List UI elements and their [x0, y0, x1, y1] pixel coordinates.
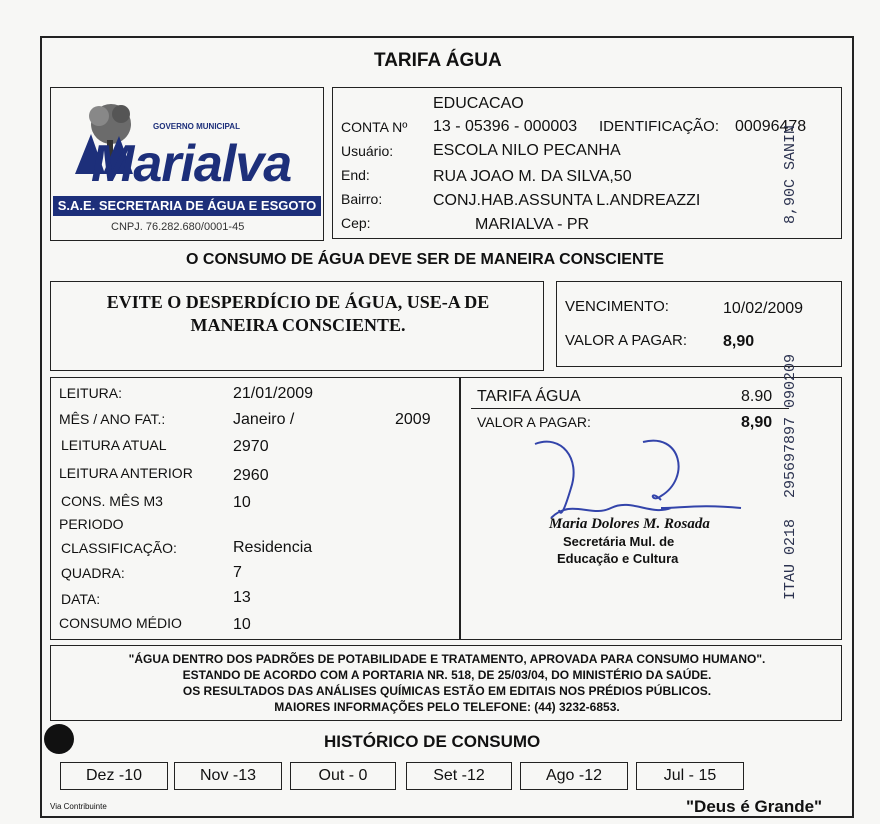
due-box	[556, 281, 842, 367]
advice-line-1: EVITE O DESPERDÍCIO DE ÁGUA, USE-A DE	[106, 292, 490, 312]
history-item: Out - 0	[290, 762, 396, 790]
bairro-value: CONJ.HAB.ASSUNTA L.ANDREAZZI	[433, 192, 701, 209]
quality-line-1: "ÁGUA DENTRO DOS PADRÕES DE POTABILIDADE E TRATAMENTO, APROVADA PARA CONSUMO HUMANO".	[128, 652, 766, 666]
motto: "Deus é Grande"	[686, 797, 823, 816]
advice-box	[50, 281, 544, 371]
end-value: RUA JOAO M. DA SILVA,50	[433, 168, 632, 185]
tarifa-value: 8.90	[741, 388, 773, 405]
conta-value: 13 - 05396 - 000003	[433, 118, 578, 135]
quadra-value: 7	[233, 564, 242, 581]
logo-band: S.A.E. SECRETARIA DE ÁGUA E ESGOTO	[53, 196, 321, 216]
account-category: EDUCACAO	[433, 95, 524, 112]
quadra-label: QUADRA:	[61, 565, 125, 581]
logo-box	[50, 87, 324, 241]
due-pagar-label: VALOR A PAGAR:	[565, 332, 687, 349]
due-pagar-value: 8,90	[723, 333, 755, 350]
cons-label: CONS. MÊS M3	[61, 493, 163, 509]
history-item: Dez -10	[60, 762, 168, 790]
medio-value: 10	[233, 616, 251, 633]
medio-label: CONSUMO MÉDIO	[59, 615, 182, 631]
quality-box	[50, 645, 842, 721]
logo-cnpj: CNPJ. 76.282.680/0001-45	[111, 221, 245, 233]
history-item: Nov -13	[174, 762, 282, 790]
cons-value: 10	[233, 494, 251, 511]
bill-title: TARIFA ÁGUA	[374, 50, 502, 71]
bairro-label: Bairro:	[341, 191, 383, 207]
anterior-value: 2960	[233, 467, 269, 484]
atual-label: LEITURA ATUAL	[61, 437, 167, 453]
consumption-notice: O CONSUMO DE ÁGUA DEVE SER DE MANEIRA CONSCIENTE	[186, 251, 664, 268]
charges-pagar-label: VALOR A PAGAR:	[477, 414, 591, 430]
anterior-label: LEITURA ANTERIOR	[59, 465, 193, 481]
bank-stamp-amount: 8,90C SANIN	[782, 124, 799, 224]
cep-value: MARIALVA - PR	[475, 216, 590, 233]
ident-value: 00096478	[735, 118, 807, 135]
bank-stamp-code: 295697897 090209	[782, 353, 799, 498]
signature-name: Maria Dolores M. Rosada	[549, 516, 710, 532]
data-value: 13	[233, 589, 251, 606]
leitura-value: 21/01/2009	[233, 385, 314, 402]
history-title: HISTÓRICO DE CONSUMO	[324, 732, 541, 751]
mes-label: MÊS / ANO FAT.:	[59, 411, 166, 427]
charges-pagar-value: 8,90	[741, 414, 773, 431]
data-label: DATA:	[61, 591, 101, 607]
atual-value: 2970	[233, 438, 269, 455]
reading-box	[50, 377, 460, 640]
quality-line-3: OS RESULTADOS DAS ANÁLISES QUÍMICAS ESTÃO EM EDITAIS NOS PRÉDIOS PÚBLICOS.	[182, 684, 712, 698]
advice-line-2: MANEIRA CONSCIENTE.	[190, 315, 406, 335]
venc-value: 10/02/2009	[723, 300, 804, 317]
bank-stamp-branch: ITAU 0218	[782, 518, 799, 600]
class-value: Residencia	[233, 539, 313, 556]
conta-label: CONTA Nº	[341, 119, 408, 135]
quality-line-4: MAIORES INFORMAÇÕES PELO TELEFONE: (44) 3232-6853.	[274, 700, 620, 714]
account-box	[332, 87, 842, 239]
logo-gov-label: GOVERNO MUNICIPAL	[153, 122, 240, 131]
ident-label: IDENTIFICAÇÃO:	[599, 118, 720, 135]
via-label: Via Contribuinte	[50, 802, 107, 811]
charges-divider	[471, 408, 789, 409]
signature-role-2: Educação e Cultura	[557, 551, 679, 566]
tarifa-label: TARIFA ÁGUA	[477, 388, 581, 405]
end-label: End:	[341, 167, 370, 183]
punch-hole	[44, 724, 74, 754]
usuario-label: Usuário:	[341, 143, 394, 159]
mes-value: Janeiro /	[233, 411, 295, 428]
logo-name: Marialva	[91, 135, 292, 193]
cep-label: Cep:	[341, 215, 371, 231]
quality-line-2: ESTANDO DE ACORDO COM A PORTARIA NR. 518, DE 25/03/04, DO MINISTÉRIO DA SAÚDE.	[182, 668, 712, 682]
history-item: Set -12	[406, 762, 512, 790]
venc-label: VENCIMENTO:	[565, 298, 669, 315]
history-item: Jul - 15	[636, 762, 744, 790]
leitura-label: LEITURA:	[59, 385, 123, 401]
usuario-value: ESCOLA NILO PECANHA	[433, 142, 621, 159]
periodo-label: PERIODO	[59, 516, 124, 532]
class-label: CLASSIFICAÇÃO:	[61, 540, 177, 556]
signature-role-1: Secretária Mul. de	[563, 534, 675, 549]
ano-value: 2009	[395, 411, 431, 428]
signature-icon	[531, 438, 751, 528]
history-item: Ago -12	[520, 762, 628, 790]
